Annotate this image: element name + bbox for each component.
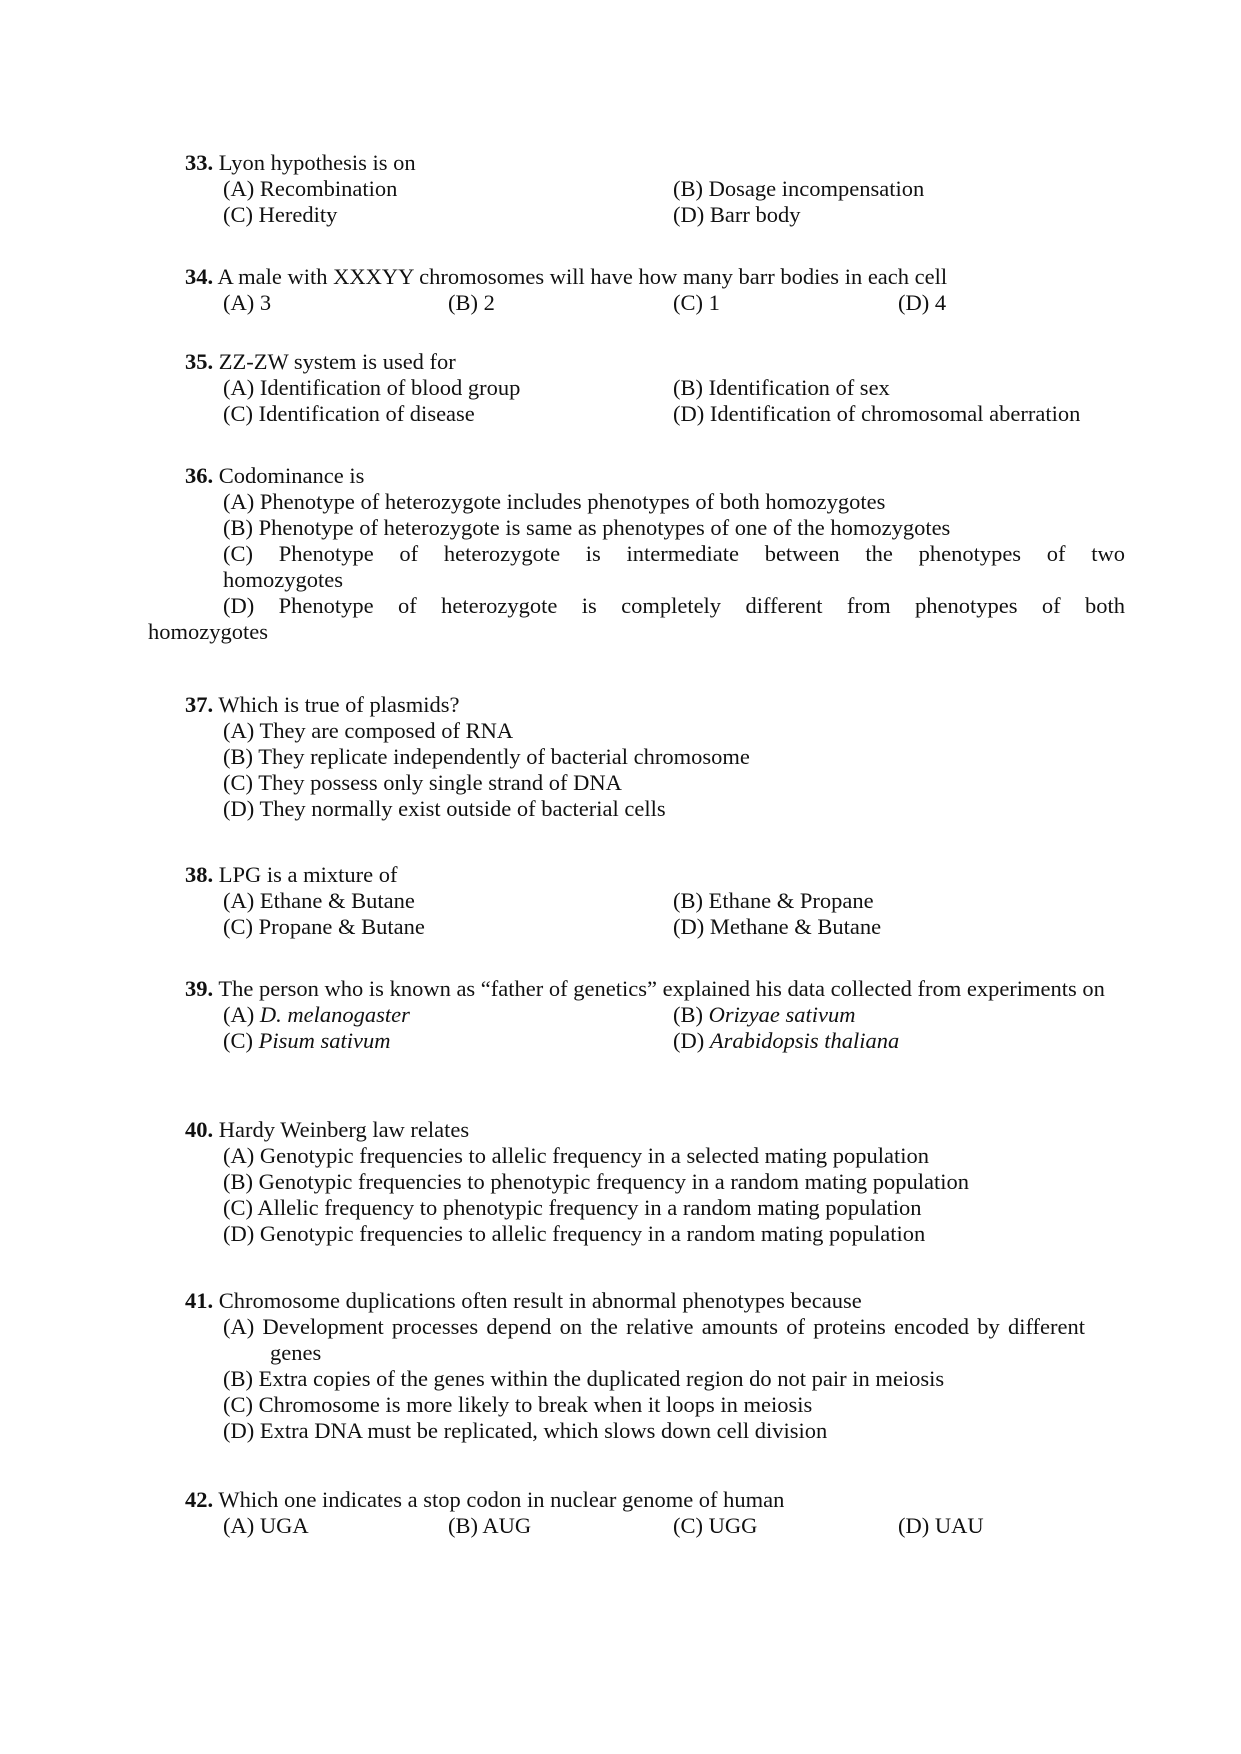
option-c: (C) Pisum sativum — [223, 1028, 391, 1053]
option-a: (A) UGA — [223, 1513, 309, 1538]
question-number: 39. — [185, 976, 214, 1001]
question-37 — [185, 692, 1125, 822]
option-c: (C) Heredity — [223, 202, 338, 227]
option-b: (B) Extra copies of the genes within the duplicated region do not pair in meiosis — [223, 1366, 945, 1391]
option-d: (D) Arabidopsis thaliana — [673, 1028, 900, 1053]
option-d: (D) Phenotype of heterozygote is completely different from phenotypes of both — [223, 593, 1125, 618]
option-d-continued: homozygotes — [148, 619, 268, 644]
option-c: (C) Propane & Butane — [223, 914, 425, 939]
option-c: (C) Chromosome is more likely to break when it loops in meiosis — [223, 1392, 813, 1417]
question-number: 40. — [185, 1117, 214, 1142]
option-b: (B) Ethane & Propane — [673, 888, 874, 913]
question-34 — [185, 264, 1125, 316]
question-number: 38. — [185, 862, 214, 887]
question-text: LPG is a mixture of — [218, 862, 398, 887]
question-number: 35. — [185, 349, 214, 374]
option-b: (B) Identification of sex — [673, 375, 890, 400]
option-d: (D) UAU — [898, 1513, 984, 1538]
question-text: The person who is known as “father of genetics” explained his data collected from experiments on — [218, 976, 1105, 1001]
question-text: A male with XXXYY chromosomes will have how many barr bodies in each cell — [217, 264, 948, 289]
option-b: (B) 2 — [448, 290, 495, 315]
question-42 — [185, 1487, 1125, 1539]
option-a: (A) D. melanogaster — [223, 1002, 410, 1027]
option-a: (A) Identification of blood group — [223, 375, 521, 400]
option-a: (A) 3 — [223, 290, 272, 315]
option-d: (D) Extra DNA must be replicated, which slows down cell division — [223, 1418, 828, 1443]
option-a: (A) Development processes depend on the relative amounts of proteins encoded by different genes — [223, 1314, 1085, 1365]
question-number: 34. — [185, 264, 214, 289]
option-c: (C) Phenotype of heterozygote is intermediate between the phenotypes of two — [223, 541, 1125, 566]
option-c: (C) 1 — [673, 290, 720, 315]
option-d: (D) 4 — [898, 290, 947, 315]
question-36 — [148, 463, 1125, 645]
option-d: (D) They normally exist outside of bacterial cells — [223, 796, 666, 821]
option-b: (B) Orizyae sativum — [673, 1002, 856, 1027]
option-d: (D) Genotypic frequencies to allelic frequency in a random mating population — [223, 1221, 926, 1246]
option-c-continued: homozygotes — [223, 567, 343, 592]
question-39 — [185, 976, 1125, 1054]
option-d: (D) Identification of chromosomal aberration — [673, 401, 1081, 426]
option-a: (A) They are composed of RNA — [223, 718, 514, 743]
question-number: 33. — [185, 150, 214, 175]
question-text: Codominance is — [218, 463, 365, 488]
option-a: (A) Recombination — [223, 176, 398, 201]
option-c: (C) UGG — [673, 1513, 758, 1538]
question-text: Hardy Weinberg law relates — [218, 1117, 470, 1142]
question-number: 41. — [185, 1288, 214, 1313]
question-text: ZZ-ZW system is used for — [218, 349, 456, 374]
option-d: (D) Methane & Butane — [673, 914, 882, 939]
question-number: 42. — [185, 1487, 214, 1512]
question-text: Chromosome duplications often result in abnormal phenotypes because — [218, 1288, 862, 1313]
question-text: Lyon hypothesis is on — [218, 150, 416, 175]
question-40 — [185, 1117, 1125, 1247]
question-38 — [185, 862, 1125, 940]
option-a: (A) Genotypic frequencies to allelic frequency in a selected mating population — [223, 1143, 929, 1168]
option-b: (B) Dosage incompensation — [673, 176, 925, 201]
option-a: (A) Ethane & Butane — [223, 888, 415, 913]
option-c: (C) Identification of disease — [223, 401, 475, 426]
option-c: (C) They possess only single strand of DNA — [223, 770, 622, 795]
question-35 — [185, 349, 1125, 427]
option-b: (B) Phenotype of heterozygote is same as phenotypes of one of the homozygotes — [223, 515, 951, 540]
option-a: (A) Phenotype of heterozygote includes phenotypes of both homozygotes — [223, 489, 886, 514]
option-b: (B) They replicate independently of bacterial chromosome — [223, 744, 750, 769]
option-b: (B) AUG — [448, 1513, 532, 1538]
question-text: Which is true of plasmids? — [218, 692, 460, 717]
question-number: 36. — [185, 463, 214, 488]
question-41 — [185, 1288, 1125, 1444]
question-text: Which one indicates a stop codon in nuclear genome of human — [218, 1487, 785, 1512]
option-b: (B) Genotypic frequencies to phenotypic frequency in a random mating population — [223, 1169, 970, 1194]
option-c: (C) Allelic frequency to phenotypic frequency in a random mating population — [223, 1195, 922, 1220]
question-number: 37. — [185, 692, 214, 717]
question-33 — [185, 150, 1125, 228]
option-d: (D) Barr body — [673, 202, 801, 227]
